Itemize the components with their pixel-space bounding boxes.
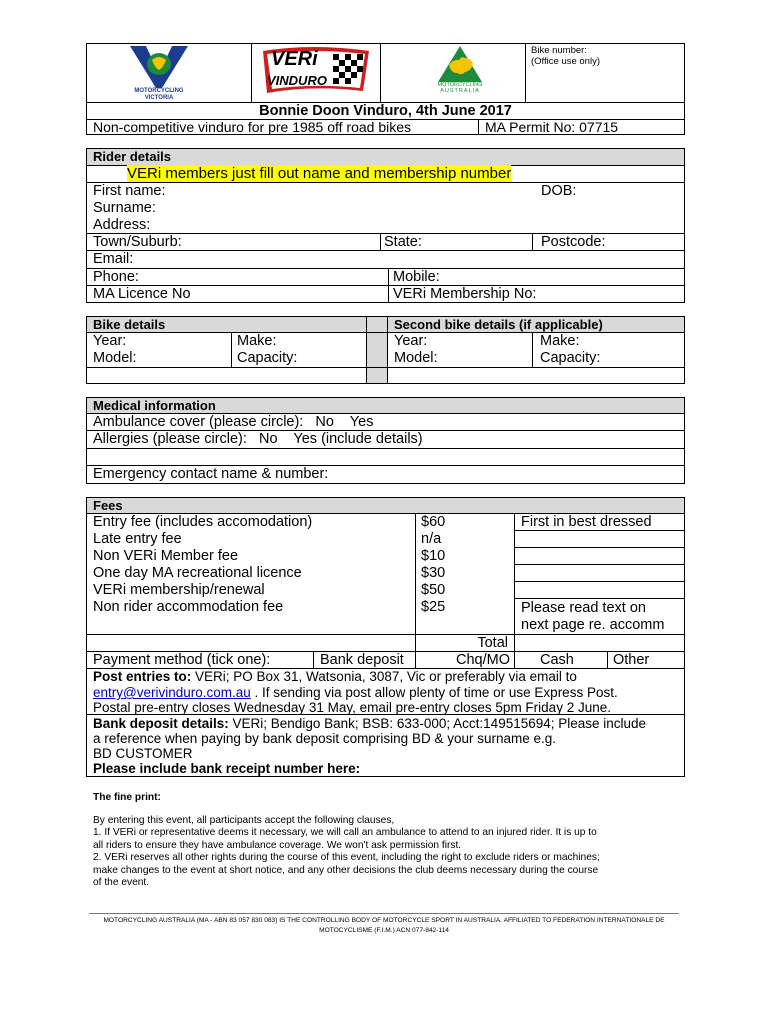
- ambulance-cover: Ambulance cover (please circle): No Yes: [93, 414, 374, 430]
- australia-triangle-icon: [437, 45, 483, 83]
- phone-label: Phone:: [93, 269, 139, 285]
- victoria-v-icon: [128, 44, 190, 90]
- post-entries-line-3: Postal pre-entry closes Wednesday 31 May, email pre-entry closes 5pm Friday 2 June.: [93, 700, 611, 715]
- header-divider-3: [525, 43, 526, 103]
- fine-print-clause-1a: 1. If VERi or representative deems it necessary, we will call an ambulance to attend to an injured rider. It is up to: [93, 827, 597, 838]
- fee-label-entry: Entry fee (includes accomodation): [93, 514, 313, 530]
- rider-heading: Rider details: [93, 149, 172, 164]
- event-subtitle: Non-competitive vinduro for pre 1985 off road bikes: [93, 119, 412, 135]
- fees-line-r2: [514, 547, 685, 548]
- bike-year-label: Year:: [93, 333, 127, 349]
- fee-price-membership: $50: [421, 582, 446, 598]
- bike-vline-make: [231, 332, 232, 367]
- header-divider-1: [251, 43, 252, 103]
- surname-label: Surname:: [93, 200, 156, 216]
- address-label: Address:: [93, 217, 151, 233]
- ma-logo-text-1: MOTORCYCLING: [437, 82, 483, 88]
- mcv-logo-text-2: VICTORIA: [144, 95, 174, 101]
- footer-line-2: MOTOCYCLISME (F.I.M.) ACN 077-842-114: [319, 927, 449, 934]
- footer-rule: [89, 913, 679, 914]
- payment-other[interactable]: Other: [613, 652, 650, 668]
- fine-print-clause-2a: 2. VERi reserves all other rights during the course of this event, including the right to exclude riders or machines;: [93, 852, 600, 863]
- town-label: Town/Suburb:: [93, 234, 182, 250]
- fee-label-non-member: Non VERi Member fee: [93, 548, 239, 564]
- post-entries-text-2: . If sending via post allow plenty of time or use Express Post.: [250, 685, 618, 700]
- fee-label-membership: VERi membership/renewal: [93, 582, 265, 598]
- bank-line-3: BD CUSTOMER: [93, 746, 193, 761]
- fee-price-non-member: $10: [421, 548, 446, 564]
- bike-vline-make2: [532, 332, 533, 367]
- fees-line-mid: [86, 634, 685, 635]
- postcode-label: Postcode:: [541, 234, 606, 250]
- first-name-label: First name:: [93, 183, 166, 199]
- payment-cash[interactable]: Cash: [540, 652, 574, 668]
- bike-line-2: [86, 367, 685, 368]
- veri-logo-title: VERi: [271, 48, 318, 70]
- footer-line-1: MOTORCYCLING AUSTRALIA (MA - ABN 83 057 830 083) IS THE CONTROLLING BODY OF MOTORCYCLE SPORT IN AUSTRALIA. AFFILIATED TO FEDERATION INTERNATIONALE DE: [103, 917, 665, 924]
- mobile-label: Mobile:: [393, 269, 440, 285]
- rider-vline-postcode: [532, 233, 533, 250]
- fees-heading: Fees: [93, 498, 123, 513]
- mcv-logo-text-1: MOTORCYCLING: [134, 88, 184, 94]
- bike-model-label: Model:: [93, 350, 137, 366]
- fee-label-licence: One day MA recreational licence: [93, 565, 302, 581]
- second-bike-heading: Second bike details (if applicable): [394, 317, 603, 332]
- payment-method-label: Payment method (tick one):: [93, 652, 271, 668]
- rider-line-5: [86, 268, 685, 269]
- rider-line-2: [86, 182, 685, 183]
- motorcycling-victoria-logo: [128, 44, 190, 102]
- bike-make-label: Make:: [237, 333, 277, 349]
- payment-chq-mo[interactable]: Chq/MO: [456, 652, 510, 668]
- read-text-note-2: next page re. accomm: [521, 617, 665, 633]
- licence-label: MA Licence No: [93, 286, 191, 302]
- entry-email-link[interactable]: entry@verivinduro.com.au: [93, 685, 251, 700]
- permit-number: MA Permit No: 07715: [485, 119, 619, 135]
- emergency-contact: Emergency contact name & number:: [93, 466, 329, 482]
- bike-capacity-label: Capacity:: [237, 350, 298, 366]
- event-title: Bonnie Doon Vinduro, 4th June 2017: [259, 103, 512, 119]
- fine-print-intro: By entering this event, all participants accept the following clauses,: [93, 815, 395, 826]
- post-entries-line-1: [93, 668, 577, 685]
- pay-vline-2: [607, 651, 608, 669]
- state-label: State:: [384, 234, 422, 250]
- fee-price-late: n/a: [421, 531, 442, 547]
- veri-members-note: VERi members just fill out name and membership number: [127, 165, 512, 182]
- total-label: Total: [477, 635, 508, 651]
- dob-label: DOB:: [541, 183, 577, 199]
- header-divider-2: [380, 43, 381, 103]
- fine-print-clause-2c: of the event.: [93, 877, 150, 888]
- fees-line-r5: [514, 598, 685, 599]
- fine-print-clause-1b: all riders to ensure they have ambulance coverage. We won't ask permission first.: [93, 840, 462, 851]
- bike2-make-label: Make:: [540, 333, 580, 349]
- bike2-model-label: Model:: [394, 350, 438, 366]
- motorcycling-australia-logo: [437, 45, 483, 95]
- fee-price-non-rider: $25: [421, 599, 446, 615]
- bike-vline-1: [366, 316, 367, 384]
- fees-line-r4: [514, 581, 685, 582]
- permit-divider: [478, 119, 479, 135]
- bike-heading: Bike details: [93, 317, 166, 332]
- rider-vline-state: [380, 233, 381, 250]
- medical-heading: Medical information: [93, 398, 216, 413]
- fee-price-entry: $60: [421, 514, 446, 530]
- fee-price-licence: $30: [421, 565, 446, 581]
- bike-vline-2: [387, 316, 388, 384]
- bike2-capacity-label: Capacity:: [540, 350, 601, 366]
- first-best-dressed: First in best dressed: [521, 514, 652, 530]
- rider-line-4: [86, 250, 685, 251]
- post-entries-text-1: VERi; PO Box 31, Watsonia, 3087, Vic or preferably via email to: [191, 669, 577, 684]
- office-use-label: (Office use only): [531, 56, 600, 67]
- email-label: Email:: [93, 251, 134, 267]
- ma-logo-text-2: AUSTRALIA: [440, 88, 480, 94]
- veri-vinduro-logo: [259, 45, 373, 95]
- bank-deposit-text-1: VERi; Bendigo Bank; BSB: 633-000; Acct:149515694; Please include: [228, 716, 647, 731]
- post-entries-label: Post entries to:: [93, 669, 192, 684]
- fee-label-late: Late entry fee: [93, 531, 182, 547]
- fee-label-non-rider: Non rider accommodation fee: [93, 599, 284, 615]
- fees-line-r3: [514, 564, 685, 565]
- medical-line-3: [86, 448, 685, 449]
- bank-line-2: a reference when paying by bank deposit comprising BD & your surname e.g.: [93, 731, 557, 746]
- read-text-note-1: Please read text on: [521, 600, 646, 616]
- pay-vline-1: [313, 651, 314, 669]
- fine-print-clause-2b: make changes to the event at short notice, and any other decisions the club deems necessary during the course: [93, 865, 599, 876]
- bank-deposit-label: Bank deposit details:: [93, 716, 229, 731]
- membership-label: VERi Membership No:: [393, 286, 537, 302]
- bank-receipt-label: Please include bank receipt number here:: [93, 761, 361, 776]
- allergies: Allergies (please circle): No Yes (include details): [93, 431, 423, 447]
- bike2-year-label: Year:: [394, 333, 428, 349]
- fees-vline-right: [514, 513, 515, 669]
- payment-bank-deposit[interactable]: Bank deposit: [320, 652, 404, 668]
- veri-logo-sub: VINDURO: [267, 73, 327, 88]
- bike-number-label: Bike number:: [531, 45, 587, 56]
- fine-print-heading: The fine print:: [93, 792, 161, 803]
